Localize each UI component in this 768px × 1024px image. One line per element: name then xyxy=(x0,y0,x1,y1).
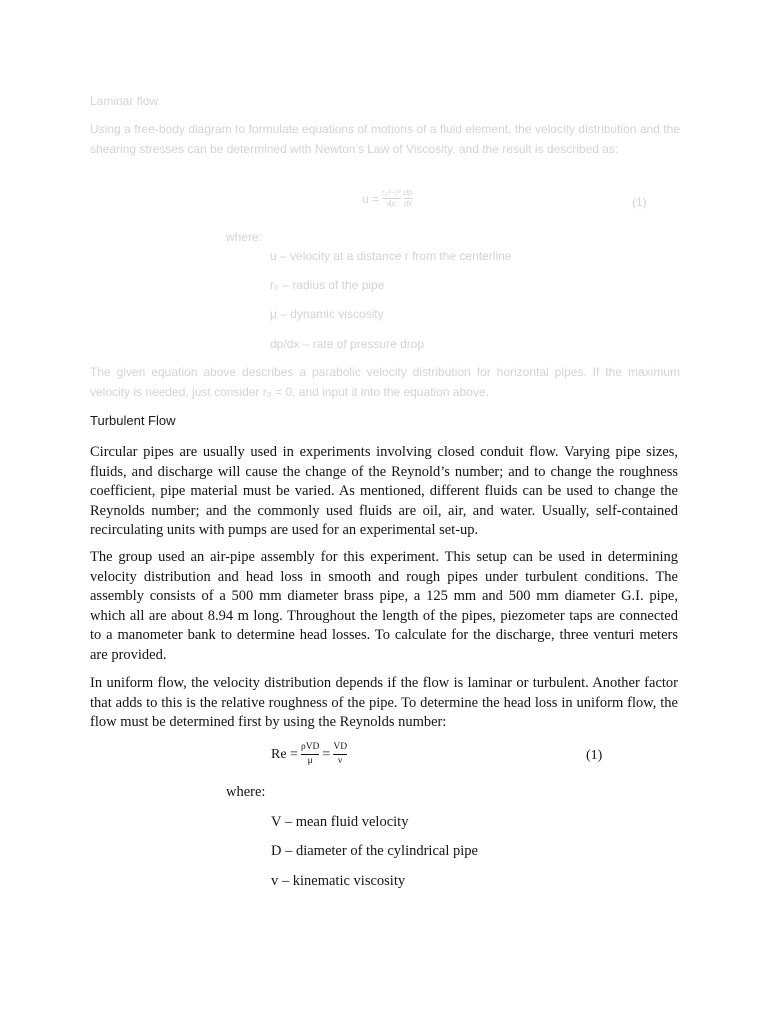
laminar-closing: The given equation above describes a parabolic velocity distribution for horizontal pipes. If the maximum velocity is needed, just consider r₀ = 0, and input it into the equation above. xyxy=(90,365,680,399)
laminar-where-item: r₀ – radius of the pipe xyxy=(270,278,385,292)
laminar-eq-frac2-den: dx xyxy=(403,199,413,208)
reynolds-eq-frac2-den: ν xyxy=(338,756,343,766)
laminar-eq-frac1-num: r₀²−r² xyxy=(382,188,401,197)
laminar-equation xyxy=(362,188,413,209)
reynolds-eq-frac1-num: ρVD xyxy=(300,742,320,752)
laminar-where-label: where: xyxy=(226,230,263,244)
turbulent-heading: Turbulent Flow xyxy=(90,413,176,428)
laminar-eq-frac2-num: dp xyxy=(403,188,413,197)
laminar-where-item: u – velocity at a distance r from the centerline xyxy=(270,249,512,263)
reynolds-eq-fraction-2 xyxy=(333,742,347,767)
laminar-intro: Using a free-body diagram to formulate equations of motions of a fluid element, the velocity distribution and the shearing stresses can be determined with Newton’s Law of Viscosity, and the result is described as: xyxy=(90,122,680,156)
reynolds-eq-fraction-1 xyxy=(301,742,319,767)
laminar-eq-lhs: u = xyxy=(362,191,380,206)
reynolds-equation xyxy=(271,742,350,767)
turbulent-paragraph: In uniform flow, the velocity distribution depends if the flow is laminar or turbulent. Another factor that adds to this is the relative roughness of the pipe. To determine the head loss in uniform flow, the flow must be determined first by using the Reynolds number: xyxy=(90,675,678,730)
laminar-where-item: dp/dx – rate of pressure drop xyxy=(270,337,425,351)
reynolds-eq-frac1-den: μ xyxy=(307,756,313,766)
laminar-heading: Laminar flow xyxy=(90,94,159,108)
laminar-equation-number: (1) xyxy=(632,195,647,209)
reynolds-eq-equals: = xyxy=(322,746,331,762)
turbulent-where-item: D – diameter of the cylindrical pipe xyxy=(271,843,478,859)
laminar-eq-frac1-den: 4μ xyxy=(386,199,396,208)
turbulent-where-item: v – kinematic viscosity xyxy=(271,873,406,889)
reynolds-eq-frac2-num: VD xyxy=(333,742,348,752)
reynolds-eq-lhs: Re = xyxy=(271,746,298,762)
turbulent-where-item: V – mean fluid velocity xyxy=(271,814,409,830)
laminar-where-item: μ – dynamic viscosity xyxy=(270,307,384,321)
reynolds-equation-number: (1) xyxy=(586,748,603,763)
turbulent-where-label: where: xyxy=(226,784,266,800)
turbulent-paragraph: The group used an air-pipe assembly for this experiment. This setup can be used in determining velocity distribution and head loss in smooth and rough pipes under turbulent conditions. The assembly consists of a 500 mm diameter brass pipe, a 125 mm and 500 mm diameter G.I. pipe, which all are about 8.94 m long. Throughout the length of the pipes, piezometer taps are connected to a manometer bank to determine head losses. To calculate for the discharge, three venturi meters are provided. xyxy=(90,549,678,663)
laminar-eq-fraction-1 xyxy=(382,188,401,209)
turbulent-paragraph: Circular pipes are usually used in experiments involving closed conduit flow. Varying pipe sizes, fluids, and discharge will cause the change of the Reynold’s number; and to change the roughness coefficient, pipe material must be varied. As mentioned, different fluids can be used to change the Reynolds number; and the commonly used fluids are oil, air, and water. Usually, self-contained recirculating units with pumps are used for an experimental set-up. xyxy=(90,444,678,538)
laminar-eq-fraction-2 xyxy=(404,188,413,209)
